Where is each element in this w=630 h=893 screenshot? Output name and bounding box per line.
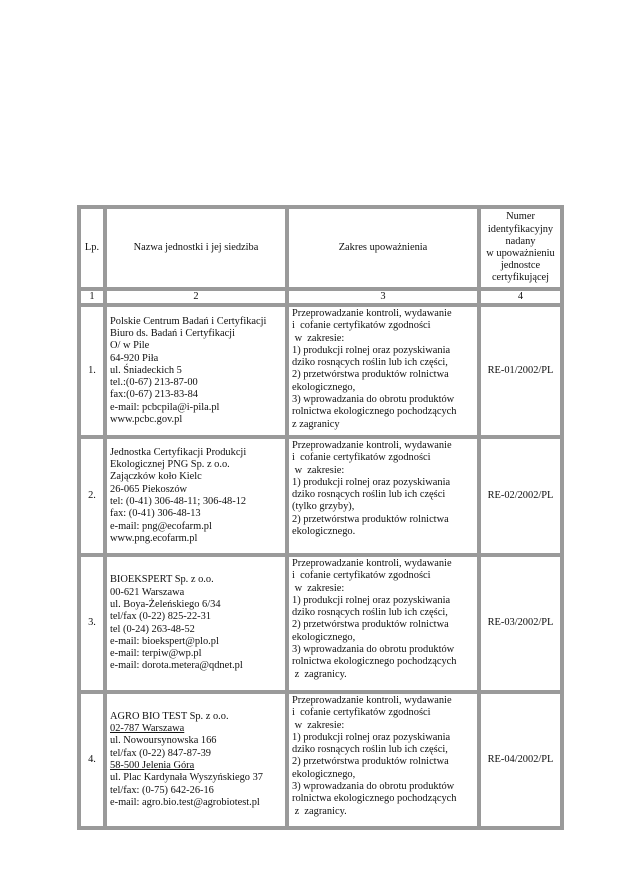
scope-line: 2) przetwórstwa produktów rolnictwa (292, 756, 449, 768)
address-line: ul. Boya-Żeleńskiego 6/34 (110, 598, 221, 610)
unit-name-address (107, 439, 285, 553)
address-line: Jednostka Certyfikacji Produkcji (110, 446, 247, 458)
row-number: 1. (81, 307, 103, 435)
address-line: fax: (0-41) 306-48-13 (110, 508, 201, 520)
row-number: 4. (81, 694, 103, 826)
address-line: BIOEKSPERT Sp. z o.o. (110, 574, 214, 586)
header-name: Nazwa jednostki i jej siedziba (107, 209, 285, 287)
authorization-scope (289, 694, 477, 826)
scope-line: rolnictwa ekologicznego pochodzących (292, 793, 457, 805)
scope-line: dziko rosnących roślin lub ich części (292, 489, 446, 501)
scope-line: (tylko grzyby), (292, 501, 355, 513)
scope-line: dziko rosnących roślin lub ich części, (292, 744, 448, 756)
scope-line: dziko rosnących roślin lub ich części, (292, 357, 448, 369)
scope-line: Przeprowadzanie kontroli, wydawanie (292, 558, 452, 569)
address-line: 00-621 Warszawa (110, 586, 185, 598)
scope-line: 1) produkcji rolnej oraz pozyskiwania (292, 344, 451, 356)
authorization-scope (289, 307, 477, 435)
scope-line: rolnictwa ekologicznego pochodzących (292, 656, 457, 668)
scope-line: w zakresie: (292, 719, 345, 731)
address-line: 26-065 Piekoszów (110, 483, 188, 495)
address-line: Zajączków koło Kielc (110, 471, 202, 483)
header-id-line: nadany (505, 235, 536, 247)
address-line: ul. Plac Kardynała Wyszyńskiego 37 (110, 772, 263, 784)
authorization-scope (289, 557, 477, 690)
column-number: 2 (107, 291, 285, 303)
scope-line: ekologicznego. (292, 526, 356, 538)
address-line: O/ w Pile (110, 340, 150, 352)
certification-bodies-table (77, 205, 564, 830)
scope-line: z zagranicy. (292, 668, 347, 680)
unit-name-address (107, 694, 285, 826)
address-line: 64-920 Piła (110, 352, 159, 364)
scope-line: z zagranicy (292, 418, 340, 430)
scope-line: Przeprowadzanie kontroli, wydawanie (292, 440, 452, 451)
scope-line: 1) produkcji rolnej oraz pozyskiwania (292, 594, 451, 606)
address-line: tel (0-24) 263-48-52 (110, 623, 195, 635)
scope-line: ekologicznego, (292, 768, 356, 780)
row-number: 3. (81, 557, 103, 690)
authorization-scope (289, 439, 477, 553)
column-number: 3 (289, 291, 477, 303)
column-number: 1 (81, 291, 103, 303)
scope-line: i cofanie certyfikatów zgodności (292, 570, 431, 582)
scope-line: 3) wprowadzania do obrotu produktów (292, 394, 455, 406)
scope-line: i cofanie certyfikatów zgodności (292, 320, 431, 332)
header-id-line: identyfikacyjny (487, 223, 554, 235)
scope-line: z zagranicy. (292, 805, 347, 817)
row-number: 2. (81, 439, 103, 553)
address-line: Ekologicznej PNG Sp. z o.o. (110, 459, 230, 471)
scope-line: Przeprowadzanie kontroli, wydawanie (292, 308, 452, 319)
scope-line: ekologicznego, (292, 381, 356, 393)
address-line: 02-787 Warszawa (110, 723, 185, 735)
address-line: fax:(0-67) 213-83-84 (110, 389, 199, 401)
scope-line: rolnictwa ekologicznego pochodzących (292, 406, 457, 418)
unit-name-address (107, 307, 285, 435)
scope-line: w zakresie: (292, 464, 345, 476)
address-line: Polskie Centrum Badań i Certyfikacji (110, 315, 267, 327)
address-line: tel/fax (0-22) 825-22-31 (110, 611, 211, 623)
scope-line: 2) przetwórstwa produktów rolnictwa (292, 513, 449, 525)
scope-line: Przeprowadzanie kontroli, wydawanie (292, 695, 452, 706)
identification-number: RE-01/2002/PL (481, 307, 560, 435)
scope-line: 2) przetwórstwa produktów rolnictwa (292, 619, 449, 631)
scope-line: 3) wprowadzania do obrotu produktów (292, 644, 455, 656)
scope-line: 1) produkcji rolnej oraz pozyskiwania (292, 731, 451, 743)
scope-line: i cofanie certyfikatów zgodności (292, 707, 431, 719)
address-line: e-mail: terpiw@wp.pl (110, 648, 202, 660)
address-line: 58-500 Jelenia Góra (110, 760, 195, 771)
scope-line: dziko rosnących roślin lub ich części, (292, 607, 448, 619)
identification-number: RE-04/2002/PL (481, 694, 560, 826)
address-line: e-mail: bioekspert@plo.pl (110, 635, 219, 647)
scope-line: 1) produkcji rolnej oraz pozyskiwania (292, 476, 451, 488)
address-line: Biuro ds. Badań i Certyfikacji (110, 327, 235, 339)
unit-name-address (107, 557, 285, 690)
header-scope: Zakres upoważnienia (289, 209, 477, 287)
column-number: 4 (481, 291, 560, 303)
address-line: www.pcbc.gov.pl (110, 414, 183, 426)
address-line: e-mail: png@ecofarm.pl (110, 520, 212, 532)
address-line: ul. Śniadeckich 5 (110, 364, 182, 376)
identification-number: RE-03/2002/PL (481, 557, 560, 690)
header-id-line: jednostce (500, 260, 541, 272)
scope-line: 2) przetwórstwa produktów rolnictwa (292, 369, 449, 381)
header-id-number (481, 209, 560, 287)
identification-number: RE-02/2002/PL (481, 439, 560, 553)
address-line: www.png.ecofarm.pl (110, 532, 198, 544)
address-line: tel.:(0-67) 213-87-00 (110, 377, 198, 389)
header-id-line: certyfikującej (491, 272, 550, 284)
header-id-line: Numer (506, 211, 535, 223)
address-line: AGRO BIO TEST Sp. z o.o. (110, 710, 229, 722)
address-line: e-mail: dorota.metera@qdnet.pl (110, 660, 243, 672)
scope-line: i cofanie certyfikatów zgodności (292, 452, 431, 464)
address-line: e-mail: pcbcpila@i-pila.pl (110, 401, 220, 413)
address-line: e-mail: agro.bio.test@agrobiotest.pl (110, 796, 260, 808)
header-id-line: w upoważnieniu (486, 248, 555, 259)
address-line: tel/fax: (0-75) 642-26-16 (110, 784, 214, 796)
address-line: tel: (0-41) 306-48-11; 306-48-12 (110, 496, 247, 507)
scope-line: w zakresie: (292, 332, 345, 344)
address-line: tel/fax (0-22) 847-87-39 (110, 747, 211, 759)
address-line: ul. Nowoursynowska 166 (110, 735, 217, 747)
scope-line: ekologicznego, (292, 631, 356, 643)
scope-line: 3) wprowadzania do obrotu produktów (292, 781, 455, 793)
header-lp: Lp. (81, 209, 103, 287)
scope-line: w zakresie: (292, 582, 345, 594)
